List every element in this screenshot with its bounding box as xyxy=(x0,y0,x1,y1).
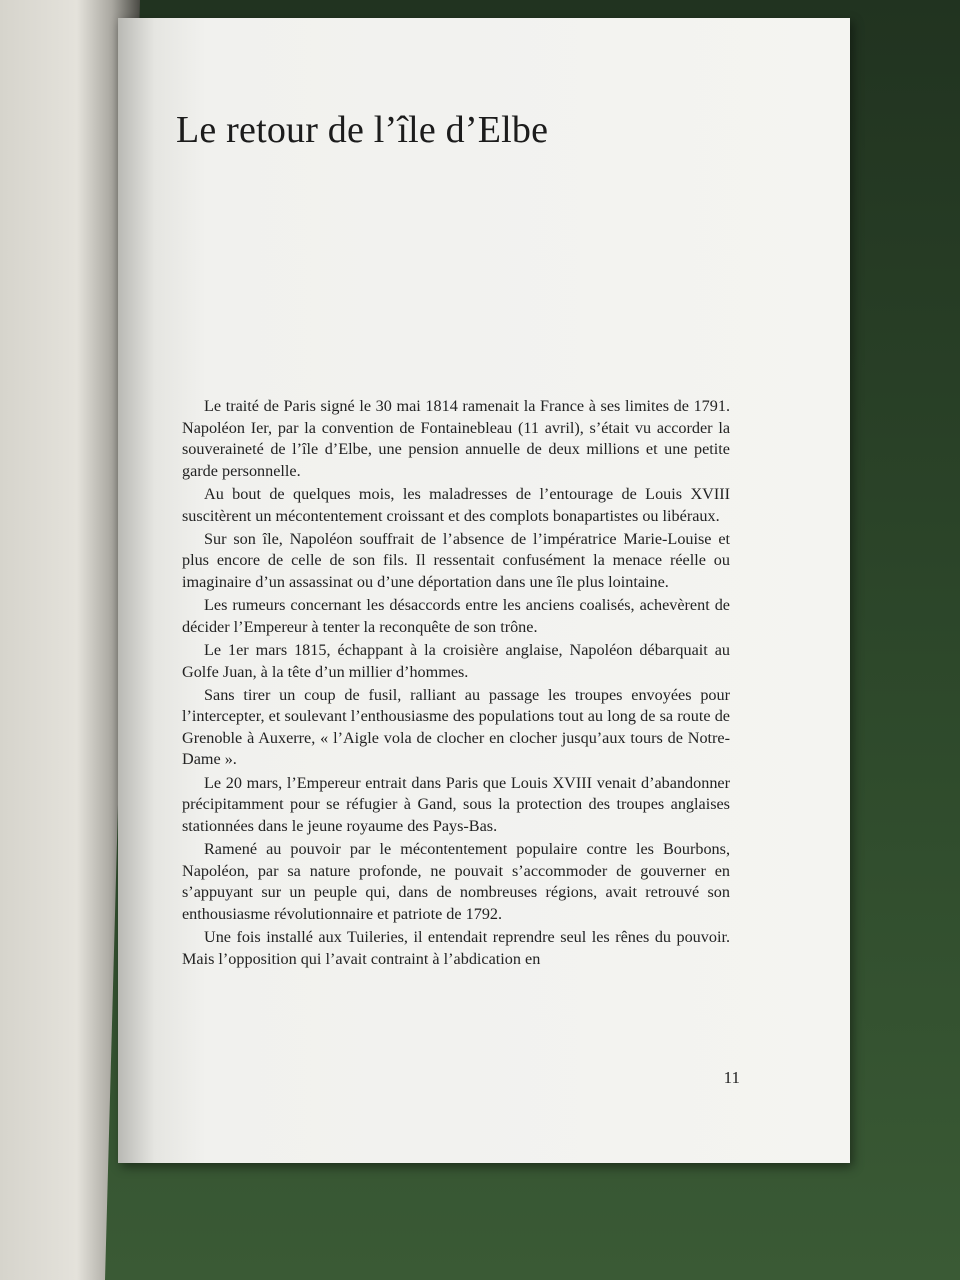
book-page xyxy=(118,18,850,1163)
page-number: 11 xyxy=(723,1068,740,1087)
paragraph: Au bout de quelques mois, les maladresses de l’entourage de Louis XVIII suscitèrent un mécontentement croissant et des complots bonapartistes ou libéraux. xyxy=(182,484,730,525)
paragraph: Le traité de Paris signé le 30 mai 1814 ramenait la France à ses limites de 1791. Napoléon Ier, par la convention de Fontainebleau (11 avril), s’était vu accorder la souveraineté de l’île d’Elbe, une pension annuelle de deux millions et une petite garde personnelle. xyxy=(182,397,730,480)
paragraph: Sans tirer un coup de fusil, ralliant au passage les troupes envoyées pour l’intercepter, et soulevant l’enthousiasme des populations tout au long de sa route de Grenoble à Auxerre, « l’Aigle vola de clocher en clocher jusqu’aux tours de Notre-Dame ». xyxy=(182,685,730,769)
paragraph: Le 1er mars 1815, échappant à la croisière anglaise, Napoléon débarquait au Golfe Juan, à la tête d’un millier d’hommes. xyxy=(182,640,730,681)
paragraph: Sur son île, Napoléon souffrait de l’absence de l’impératrice Marie-Louise et plus encore de celle de son fils. Il ressentait confusément la menace réelle ou imaginaire d’un assassinat ou d’une déportation dans une île plus lointaine. xyxy=(182,529,730,591)
paragraph: Ramené au pouvoir par le mécontentement populaire contre les Bourbons, Napoléon, par sa nature profonde, ne pouvait s’accommoder de gouverner en s’appuyant sur un peuple qui, dans de nombreuses régions, avait retrouvé son enthousiasme révolutionnaire et patriote de 1792. xyxy=(182,840,730,923)
chapter-title: Le retour de l’île d’Elbe xyxy=(176,109,549,151)
body-text xyxy=(182,396,730,970)
paragraph: Les rumeurs concernant les désaccords entre les anciens coalisés, achevèrent de décider l’Empereur à tenter la reconquête de son trône. xyxy=(182,596,730,636)
paragraph: Une fois installé aux Tuileries, il entendait reprendre seul les rênes du pouvoir. Mais l’opposition qui l’avait contraint à l’abdication en xyxy=(182,928,730,968)
paragraph: Le 20 mars, l’Empereur entrait dans Paris que Louis XVIII venait d’abandonner précipitamment pour se réfugier à Gand, sous la protection des troupes anglaises stationnées dans le jeune royaume des Pays-Bas. xyxy=(182,773,730,835)
